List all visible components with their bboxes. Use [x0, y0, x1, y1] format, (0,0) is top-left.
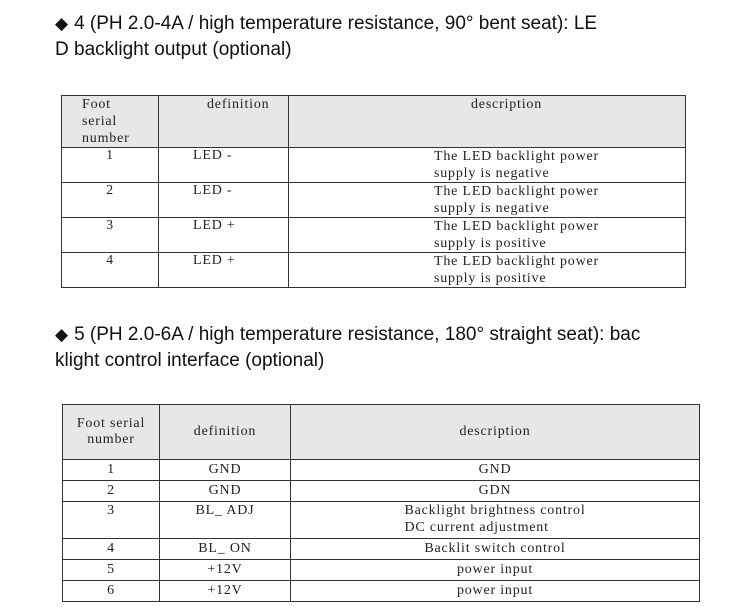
definition-cell: BL_ ADJ — [160, 502, 291, 539]
foot-header-line: serial — [82, 114, 118, 129]
foot-header-line: Foot — [82, 97, 111, 112]
table-row — [63, 502, 700, 539]
description-cell — [289, 253, 686, 288]
table-row — [62, 148, 686, 183]
section-5-title: 5 (PH 2.0-6A / high temperature resistance, 180° straight seat): bac — [74, 324, 641, 345]
table-row — [62, 253, 686, 288]
foot-cell: 3 — [62, 218, 159, 253]
foot-header-line: Foot serial — [76, 416, 146, 431]
description-line: Backlight brightness control — [404, 503, 586, 518]
section-5-heading — [55, 322, 695, 374]
description-cell — [289, 218, 686, 253]
description-text: The LED backlight power supply is positive — [434, 219, 599, 251]
definition-cell: LED + — [159, 218, 289, 253]
foot-cell: 4 — [63, 539, 160, 560]
foot-header-line: number — [87, 432, 135, 447]
description-cell: GDN — [291, 481, 700, 502]
diamond-bullet-icon: ◆ — [55, 325, 69, 344]
foot-serial-header — [63, 405, 160, 460]
definition-cell: LED - — [159, 148, 289, 183]
definition-cell: LED + — [159, 253, 289, 288]
description-line: DC current adjustment — [404, 520, 549, 535]
description-cell — [289, 148, 686, 183]
description-text: The LED backlight power supply is positive — [434, 254, 599, 286]
section-4-heading-line1 — [55, 11, 655, 37]
definition-cell: GND — [160, 460, 291, 481]
definition-cell: LED - — [159, 183, 289, 218]
table-row — [63, 560, 700, 581]
description-cell: Backlit switch control — [291, 539, 700, 560]
description-cell — [291, 502, 700, 539]
table-row — [63, 581, 700, 602]
description-header: description — [289, 96, 686, 148]
foot-cell: 3 — [63, 502, 160, 539]
foot-header-line: number — [82, 131, 130, 146]
foot-cell: 1 — [62, 148, 159, 183]
description-cell: power input — [291, 560, 700, 581]
diamond-bullet-icon: ◆ — [55, 14, 69, 33]
table-row — [63, 539, 700, 560]
section-4-heading — [55, 11, 655, 63]
description-text — [404, 502, 585, 536]
table-row — [62, 218, 686, 253]
foot-cell: 6 — [63, 581, 160, 602]
description-cell — [289, 183, 686, 218]
led-backlight-output-table — [61, 95, 686, 288]
definition-cell: GND — [160, 481, 291, 502]
foot-cell: 5 — [63, 560, 160, 581]
description-text: The LED backlight power supply is negative — [434, 149, 599, 181]
description-cell: power input — [291, 581, 700, 602]
section-4-title: 4 (PH 2.0-4A / high temperature resistance, 90° bent seat): LE — [74, 13, 598, 34]
section-4-heading-line2: D backlight output (optional) — [55, 39, 292, 60]
definition-cell: BL_ ON — [160, 539, 291, 560]
foot-cell: 2 — [63, 481, 160, 502]
foot-cell: 2 — [62, 183, 159, 218]
table-header-row — [62, 96, 686, 148]
table-row — [63, 460, 700, 481]
definition-cell: +12V — [160, 560, 291, 581]
table-header-row — [63, 405, 700, 460]
definition-header: definition — [159, 96, 289, 148]
description-header: description — [291, 405, 700, 460]
foot-cell: 4 — [62, 253, 159, 288]
backlight-control-interface-table — [62, 404, 700, 602]
table-row — [62, 183, 686, 218]
foot-cell: 1 — [63, 460, 160, 481]
section-5-heading-line1 — [55, 322, 695, 348]
description-text: The LED backlight power supply is negative — [434, 184, 599, 216]
table-row — [63, 481, 700, 502]
definition-cell: +12V — [160, 581, 291, 602]
foot-serial-header — [62, 96, 159, 148]
section-5-heading-line2: klight control interface (optional) — [55, 350, 325, 371]
definition-header: definition — [160, 405, 291, 460]
description-cell: GND — [291, 460, 700, 481]
